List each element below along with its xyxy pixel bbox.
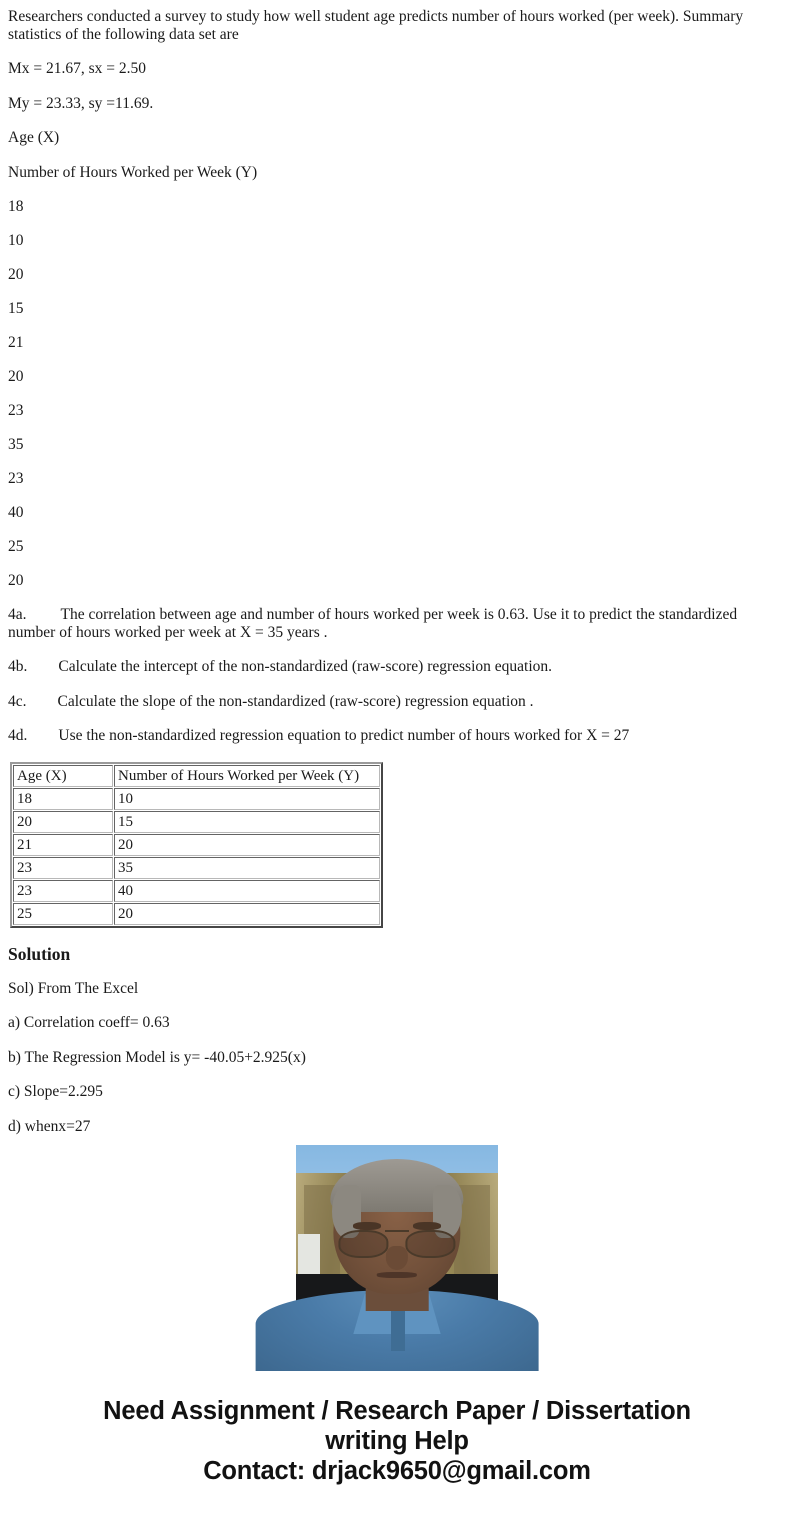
table-cell-hours: 10 bbox=[114, 788, 380, 810]
question-4c bbox=[8, 693, 780, 711]
table-cell-age: 18 bbox=[13, 788, 113, 810]
table-row bbox=[13, 857, 380, 879]
question-label: 4b. bbox=[8, 658, 28, 675]
question-text: Calculate the intercept of the non-standardized (raw-score) regression equation. bbox=[58, 658, 553, 675]
question-label: 4c. bbox=[8, 692, 27, 710]
table-cell-hours: 40 bbox=[114, 880, 380, 902]
avatar-glasses-bridge bbox=[385, 1230, 409, 1232]
table-header-row bbox=[13, 765, 380, 787]
data-value: 25 bbox=[8, 538, 24, 555]
avatar-mouth bbox=[377, 1272, 417, 1277]
data-value: 18 bbox=[8, 198, 24, 215]
intro-paragraph: Researchers conducted a survey to study how well student age predicts number of hours worked (per week). Summary statistics of the following data set are bbox=[8, 8, 744, 43]
solution-heading: Solution bbox=[8, 943, 71, 964]
data-value: 20 bbox=[8, 368, 24, 385]
avatar-eyebrow-right bbox=[413, 1222, 441, 1230]
question-label: 4d. bbox=[8, 727, 28, 744]
variable-label-x: Age (X) bbox=[8, 129, 60, 146]
table-header-cell-hours: Number of Hours Worked per Week (Y) bbox=[114, 765, 380, 787]
question-text: Use the non-standardized regression equation to predict number of hours worked for X = 27 bbox=[58, 727, 630, 744]
question-label: 4a. bbox=[8, 606, 27, 623]
avatar bbox=[296, 1145, 498, 1347]
table-cell-age: 21 bbox=[13, 834, 113, 856]
promo-contact-line: Contact: drjack9650@gmail.com bbox=[203, 1457, 591, 1485]
table-row bbox=[13, 880, 380, 902]
question-4b bbox=[8, 658, 780, 676]
solution-line-a: a) Correlation coeff= 0.63 bbox=[8, 1014, 170, 1031]
table-cell-hours: 35 bbox=[114, 857, 380, 879]
data-value: 40 bbox=[8, 504, 24, 521]
promo-banner bbox=[0, 1396, 794, 1486]
table-row bbox=[13, 788, 380, 810]
table-cell-hours: 15 bbox=[114, 811, 380, 833]
data-value: 21 bbox=[8, 334, 24, 351]
table-cell-age: 25 bbox=[13, 903, 113, 925]
summary-stat-y: My = 23.33, sy =11.69. bbox=[8, 94, 154, 112]
solution-line-d: d) whenx=27 bbox=[8, 1117, 91, 1135]
data-value: 35 bbox=[8, 436, 24, 453]
table-cell-hours: 20 bbox=[114, 834, 380, 856]
question-4a bbox=[8, 606, 780, 641]
promo-line-2: writing Help bbox=[325, 1427, 469, 1455]
solution-line-b: b) The Regression Model is y= -40.05+2.925(x) bbox=[8, 1048, 306, 1066]
avatar-eyebrow-left bbox=[353, 1222, 381, 1230]
table-cell-age: 23 bbox=[13, 880, 113, 902]
avatar-container bbox=[0, 1145, 794, 1365]
data-value: 23 bbox=[8, 402, 24, 419]
table-row bbox=[13, 903, 380, 925]
data-value: 10 bbox=[8, 232, 24, 249]
table-row bbox=[13, 834, 380, 856]
table-cell-age: 20 bbox=[13, 811, 113, 833]
table-cell-age: 23 bbox=[13, 857, 113, 879]
question-4d bbox=[8, 727, 780, 745]
summary-stat-x: Mx = 21.67, sx = 2.50 bbox=[8, 60, 147, 77]
age-hours-table bbox=[10, 762, 383, 928]
variable-label-y: Number of Hours Worked per Week (Y) bbox=[8, 163, 258, 181]
solution-line-source: Sol) From The Excel bbox=[8, 979, 139, 997]
question-text: Calculate the slope of the non-standardized (raw-score) regression equation . bbox=[57, 692, 534, 710]
question-text: The correlation between age and number of hours worked per week is 0.63. Use it to predict the standardized number of hours worked per week at X = 35 years . bbox=[8, 606, 738, 641]
avatar-lens-left bbox=[338, 1230, 388, 1258]
data-value: 23 bbox=[8, 470, 24, 487]
avatar-shirt-placket bbox=[391, 1307, 405, 1351]
table-header-cell-age: Age (X) bbox=[13, 765, 113, 787]
table-row bbox=[13, 811, 380, 833]
data-value: 20 bbox=[8, 572, 24, 589]
data-value: 15 bbox=[8, 300, 24, 317]
solution-line-c: c) Slope=2.295 bbox=[8, 1083, 103, 1100]
promo-line-1: Need Assignment / Research Paper / Dissertation bbox=[103, 1397, 691, 1425]
data-value: 20 bbox=[8, 266, 24, 283]
table-cell-hours: 20 bbox=[114, 903, 380, 925]
avatar-lens-right bbox=[405, 1230, 455, 1258]
